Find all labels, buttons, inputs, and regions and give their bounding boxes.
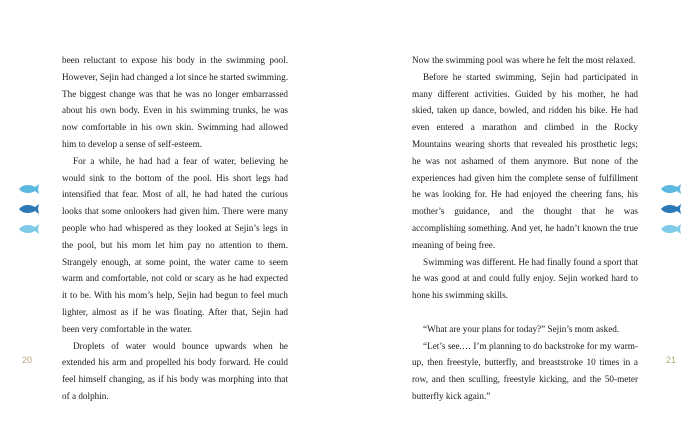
fish-icon xyxy=(18,203,40,215)
fish-icon xyxy=(660,203,682,215)
left-page-text xyxy=(62,52,288,405)
fish-icon xyxy=(660,183,682,195)
paragraph: Before he started swimming, Sejin had participated in many different activities. Guided by his mother, he had skied, taken up dance, bowled, and ridden his bike. He had even entered a marathon and climbed in the Rocky Mountains wearing shorts that revealed his prosthetic legs; he was not ashamed of them anymore. But none of the experiences had given him the complete sense of fulfillment he was looking for. He had enjoyed the cheering fans, his mother’s guidance, and the thought that he was accomplishing something. And yet, he hadn’t known the true meaning of being free. xyxy=(412,71,638,250)
fish-icon xyxy=(18,183,40,195)
fish-decoration-left xyxy=(18,183,40,243)
paragraph: For a while, he had had a fear of water, believing he would sink to the bottom of the pool. His short legs had intensified that fear. Most of all, he had hated the curious looks that some onlookers had given him. There were many people who had whispered as they looked at Sejin’s legs in the pool, but his mom let him pay no attention to them. Strangely enough, at some point, the water came to seem warm and comfortable, not cold or scary as he had expected it to be. With his mom’s help, Sejin had begun to feel much lighter, almost as if he was floating. After that, Sejin had been very comfortable in the water. xyxy=(62,155,288,334)
fish-decoration-right xyxy=(660,183,682,243)
fish-icon xyxy=(660,223,682,235)
paragraph: Droplets of water would bounce upwards when he extended his arm and propelled his body forward. He could feel himself changing, as if his body was morphing into that of a dolphin. xyxy=(62,340,288,401)
right-page-text xyxy=(412,52,638,405)
fish-icon xyxy=(18,223,40,235)
paragraph: “What are your plans for today?” Sejin’s mom asked. xyxy=(423,323,620,334)
paragraph: “Let’s see.… I’m planning to do backstroke for my warm-up, then freestyle, butterfly, and breaststroke 10 times in a row, and then sculling, freestyle kicking, and the 50-meter butterfly kick again.” xyxy=(412,340,638,401)
paragraph: Now the swimming pool was where he felt the most relaxed. xyxy=(412,55,636,65)
page-number-right: 21 xyxy=(666,355,677,365)
paragraph: Swimming was different. He had finally found a sport that he was good at and could fully enjoy. Sejin worked hard to hone his swimming skills. xyxy=(412,256,638,301)
page-number-left: 20 xyxy=(22,355,33,365)
paragraph: been reluctant to expose his body in the swimming pool. However, Sejin had changed a lot since he started swimming. The biggest change was that he was no longer embarrassed about his own body. Even in his swimming trunks, he was now comfortable in his own skin. Swimming had allowed him to develop a sense of self-esteem. xyxy=(62,55,288,149)
